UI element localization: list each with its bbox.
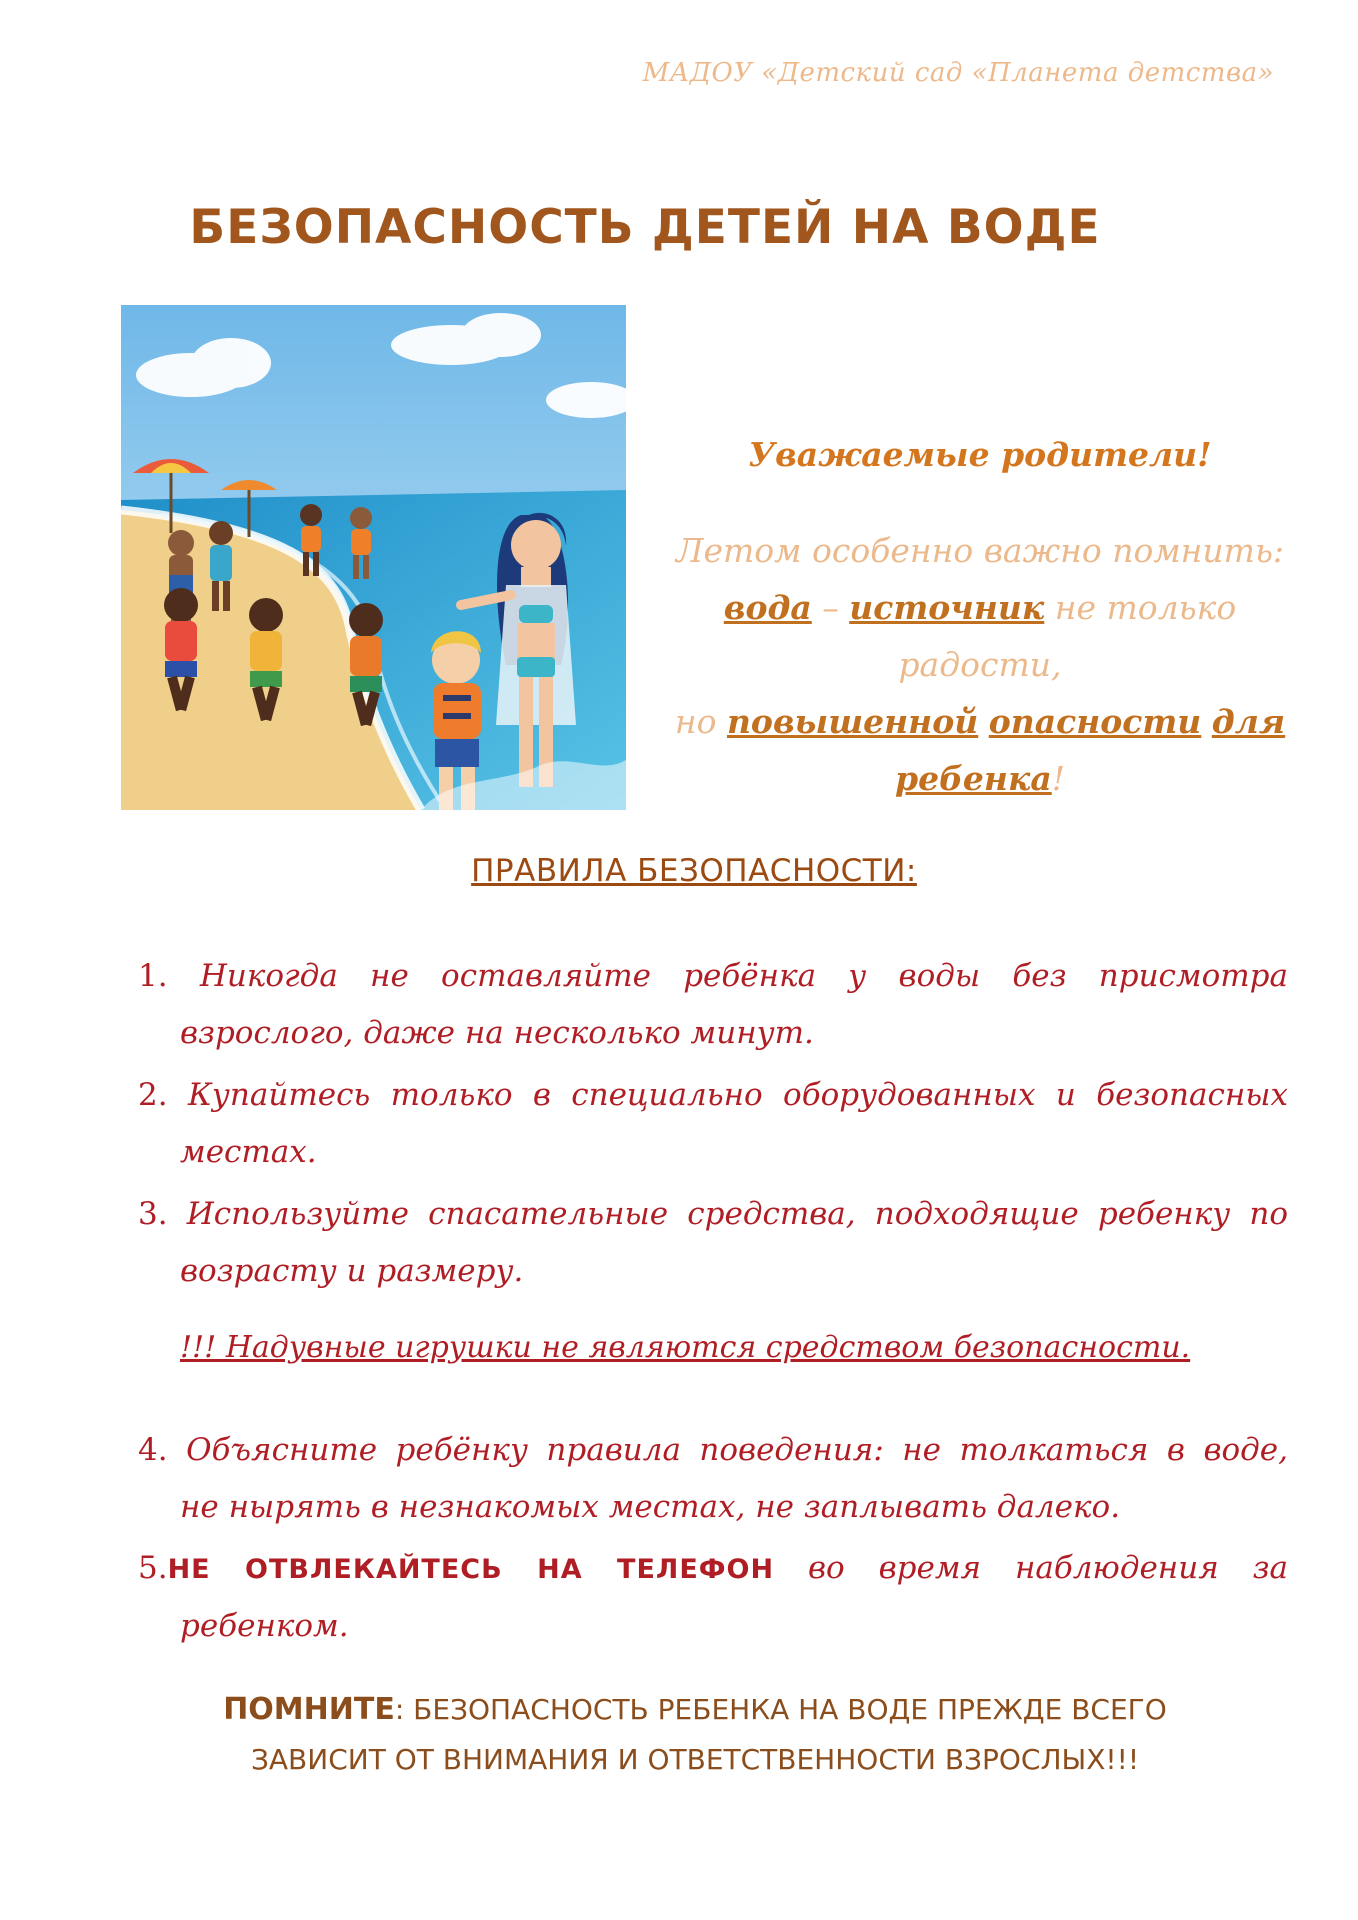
- remember-block: [0, 1685, 1358, 1785]
- intro-line: [648, 750, 1312, 807]
- rule-text: Объясните ребёнку правила поведения: не толкаться в воде,: [186, 1432, 1288, 1468]
- intro-line: [648, 579, 1312, 693]
- rule-text-cont: ребенком.: [180, 1608, 349, 1644]
- intro-word: вода: [723, 588, 812, 627]
- intro-word: повышенной: [726, 702, 979, 741]
- beach-illustration: [121, 305, 626, 810]
- rule-text-cont: не нырять в незнакомых местах, не заплывать далеко.: [180, 1489, 1121, 1525]
- rule-caps: НЕ ОТВЛЕКАЙТЕСЬ НА ТЕЛЕФОН: [167, 1554, 775, 1585]
- remember-line: [0, 1685, 1358, 1735]
- rule-item: [138, 1186, 1288, 1300]
- rule-text-cont: взрослого, даже на несколько минут.: [180, 1015, 814, 1051]
- organization-name: МАДОУ «Детский сад «Планета детства»: [642, 58, 1274, 88]
- remember-text: : БЕЗОПАСНОСТЬ РЕБЕНКА НА ВОДЕ ПРЕЖДЕ ВСЕГО: [394, 1693, 1167, 1726]
- intro-word: не только радости,: [898, 588, 1237, 684]
- warning-note: !!! Надувные игрушки не являются средством безопасности.: [180, 1330, 1191, 1365]
- rule-text: Никогда не оставляйте ребёнка у воды без присмотра: [199, 958, 1289, 994]
- remember-line: ЗАВИСИТ ОТ ВНИМАНИЯ И ОТВЕТСТВЕННОСТИ ВЗРОСЛЫХ!!!: [250, 1743, 1140, 1776]
- intro-word: для: [1211, 702, 1286, 741]
- intro-word: ребенка: [895, 759, 1052, 798]
- remember-label: ПОМНИТЕ: [223, 1692, 395, 1727]
- rule-text-cont: местах.: [180, 1134, 317, 1170]
- rule-number: 4.: [138, 1432, 168, 1468]
- rule-item: [138, 1422, 1288, 1536]
- rule-number: 3.: [138, 1196, 168, 1232]
- rule-text: Используйте спасательные средства, подходящие ребенку по: [186, 1196, 1288, 1232]
- intro-word: источник: [849, 588, 1045, 627]
- rule-item: [138, 1540, 1288, 1655]
- rule-item: [138, 948, 1288, 1062]
- rule-text: во время наблюдения за: [808, 1550, 1288, 1586]
- rule-number: 5.: [138, 1550, 168, 1586]
- intro-word: опасности: [988, 702, 1202, 741]
- rule-number: 2.: [138, 1077, 168, 1113]
- intro-word: !: [1051, 759, 1065, 798]
- intro-line: [648, 693, 1312, 750]
- page-title: БЕЗОПАСНОСТЬ ДЕТЕЙ НА ВОДЕ: [189, 200, 1101, 255]
- intro-text: [648, 522, 1312, 807]
- intro-word: но: [674, 702, 727, 741]
- rule-text: Купайтесь только в специально оборудованных и безопасных: [187, 1077, 1289, 1113]
- greeting: Уважаемые родители!: [748, 435, 1212, 474]
- intro-word: –: [811, 588, 850, 627]
- rule-number: 1.: [138, 958, 168, 994]
- rules-heading: ПРАВИЛА БЕЗОПАСНОСТИ:: [471, 853, 917, 889]
- rule-item: [138, 1067, 1288, 1181]
- intro-line: Летом особенно важно помнить:: [675, 531, 1285, 570]
- rule-text-cont: возрасту и размеру.: [180, 1253, 524, 1289]
